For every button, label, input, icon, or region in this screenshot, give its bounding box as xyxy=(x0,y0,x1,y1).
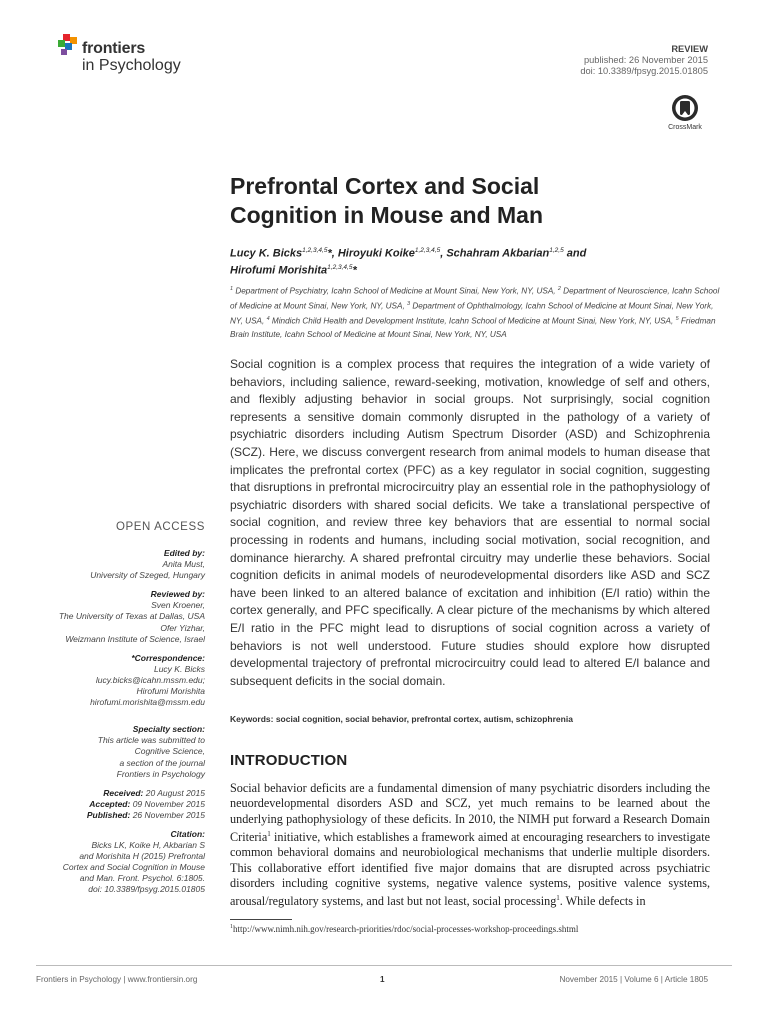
citation-doi[interactable]: doi: 10.3389/fpsyg.2015.01805 xyxy=(88,884,205,895)
accepted-value: 09 November 2015 xyxy=(130,798,205,809)
author-mark: * xyxy=(352,264,357,277)
reviewed-by-block xyxy=(45,589,205,644)
title-line-1: Prefrontal Cortex and Social xyxy=(230,173,540,199)
section-heading-introduction: INTRODUCTION xyxy=(230,752,348,769)
author-name[interactable]: Hiroyuki Koike xyxy=(337,247,415,260)
author-affil-sup: 1,2,3,4,5 xyxy=(302,247,328,254)
footnote-url[interactable]: http://www.nimh.nih.gov/research-priorities/rdoc/social-processes-workshop-proceedings.shtml xyxy=(233,924,579,934)
accepted-label: Accepted: xyxy=(89,798,131,809)
author-affil-sup: 1,2,5 xyxy=(549,247,564,254)
specialty-line: a section of the journal xyxy=(119,757,205,768)
crossmark-label: CrossMark xyxy=(668,124,702,131)
article-type: REVIEW xyxy=(671,44,708,54)
affil-text: Friedman Brain Institute, Icahn School of Medicine at Mount Sinai, New York, NY, USA xyxy=(230,316,716,339)
reviewer-name: Sven Kroener, xyxy=(151,600,205,611)
affiliations xyxy=(230,283,720,341)
affil-text: Department of Psychiatry, Icahn School of Medicine at Mount Sinai, New York, NY, USA, xyxy=(233,286,558,296)
dates-block xyxy=(45,788,205,821)
reviewer-name: Ofer Yizhar, xyxy=(160,622,205,633)
footnote-number: 1 xyxy=(230,924,233,930)
affil-sup: 3 xyxy=(407,300,411,307)
affil-sup: 4 xyxy=(266,315,270,322)
affil-text: Department of Neuroscience, Icahn School of Medicine at Mount Sinai, New York, NY, USA, xyxy=(230,286,720,311)
corr-email[interactable]: lucy.bicks@icahn.mssm.edu; xyxy=(95,674,205,685)
footnote xyxy=(230,924,578,934)
affil-sup: 2 xyxy=(557,286,561,292)
footer-journal[interactable]: Frontiers in Psychology | www.frontiersin.org xyxy=(36,975,198,984)
citation-label: Citation: xyxy=(170,828,205,839)
specialty-line: Cognitive Science, xyxy=(134,746,205,757)
footnote-divider xyxy=(230,919,292,920)
author-sep: and xyxy=(563,247,587,260)
received-value: 20 August 2015 xyxy=(143,787,205,798)
specialty-block xyxy=(45,724,205,779)
received-label: Received: xyxy=(103,787,144,798)
author-name[interactable]: Schahram Akbarian xyxy=(446,247,550,260)
open-access-label: OPEN ACCESS xyxy=(115,521,205,533)
reviewer-affil: The University of Texas at Dallas, USA xyxy=(58,611,205,622)
author-list xyxy=(230,244,710,277)
received-date xyxy=(45,788,205,799)
abstract: Social cognition is a complex process that requires the integration of a wide variety of behaviors, including salience, reward-seeking, motivation, knowledge of self and others, and flexibly adjusting behavior in social groups. Not surprisingly, social cognition represents a sensitive domain commonly disrupted in the pathology of a variety of psychiatric disorders including Autism Spectrum Disorder (ASD) and Schizophrenia (SCZ). Here, we discuss convergent research from animal models to human disease that implicates the prefrontal cortex (PFC) as a key regulator in social cognition, suggesting that disruptions in prefrontal microcircuitry play an essential role in the pathophysiology of psychiatric disorders with shared social deficits. We take a translational perspective of social cognition, and review three key behaviors that are essential to normal social processing in rodents and humans, including social motivation, social recognition, and dominance hierarchy. A shared prefrontal circuitry may underlie these behaviors. Social cognition deficits in animal models of neurodevelopmental disorders like ASD and SCZ have been linked to an altered balance of excitation and inhibition (E/I ratio) within the cortex generally, and PFC specifically. A clear picture of the mechanisms by which altered E/I ratio in the PFC might lead to disruptions of social cognition across a variety of behaviors is not well understood. Future studies should explore how disrupted developmental trajectory of prefrontal microcircuitry could lead to altered E/I balance and subsequent deficits in the social domain. xyxy=(230,357,710,688)
published-label: Published: xyxy=(86,809,131,820)
affil-text: Department of Ophthalmology, Icahn School of Medicine at Mount Sinai, New York, NY, USA, xyxy=(230,301,714,326)
crossmark-badge[interactable] xyxy=(662,94,708,131)
published-value: 26 November 2015 xyxy=(130,809,205,820)
correspondence-label: *Correspondence: xyxy=(131,652,205,663)
reviewed-by-label: Reviewed by: xyxy=(150,589,205,600)
affil-text: Mindich Child Health and Development Institute, Icahn School of Medicine at Mount Sinai, New York, NY, USA, xyxy=(269,316,676,326)
citation-line: and Morishita H (2015) Prefrontal xyxy=(79,851,205,862)
affil-sup: 1 xyxy=(230,286,234,292)
footnote-ref[interactable]: 1 xyxy=(267,829,271,838)
citation-line: Bicks LK, Koike H, Akbarian S xyxy=(91,840,205,851)
frontiers-logo-icon xyxy=(58,34,80,58)
crossmark-icon xyxy=(671,94,699,122)
author-affil-sup: 1,2,3,4,5 xyxy=(327,263,353,271)
edited-by-block xyxy=(45,548,205,581)
journal-name-frontiers: frontiers xyxy=(82,40,146,57)
intro-text: . While defects in xyxy=(559,894,646,909)
editor-name: Anita Must, xyxy=(162,559,205,570)
specialty-label: Specialty section: xyxy=(132,724,205,735)
specialty-line: This article was submitted to xyxy=(97,735,205,746)
article-meta xyxy=(580,44,708,77)
page-number: 1 xyxy=(380,975,385,984)
intro-text: initiative, which establishes a framework aimed at encouraging researchers to investigate common behavioral domains and neurobiological mechanisms that underlie multiple disorders. This collaborative effort identified five major domains that are disrupted across psychiatric disorders including cognitive systems, negative valence systems, positive valence systems, arousal/regulatory systems, and last but not least, social processing xyxy=(230,829,710,909)
edited-by-label: Edited by: xyxy=(163,548,205,558)
reviewer-affil: Weizmann Institute of Science, Israel xyxy=(65,633,205,644)
published-date: published: 26 November 2015 xyxy=(583,55,708,65)
article-doi[interactable]: doi: 10.3389/fpsyg.2015.01805 xyxy=(580,66,708,76)
correspondence-block xyxy=(45,653,205,708)
corr-email[interactable]: hirofumi.morishita@mssm.edu xyxy=(90,697,205,708)
author-sep: , xyxy=(440,247,447,260)
citation-line: Cortex and Social Cognition in Mouse xyxy=(62,862,205,873)
footer-issue: November 2015 | Volume 6 | Article 1805 xyxy=(559,975,708,984)
specialty-line: Frontiers in Psychology xyxy=(116,768,205,779)
keywords: Keywords: social cognition, social behavior, prefrontal cortex, autism, schizophrenia xyxy=(230,714,573,724)
author-name[interactable]: Hirofumi Morishita xyxy=(230,264,328,277)
citation-block xyxy=(45,829,205,896)
journal-logo[interactable] xyxy=(58,34,208,84)
author-mark: * xyxy=(327,247,332,260)
affil-sup: 5 xyxy=(675,315,679,322)
author-affil-sup: 1,2,3,4,5 xyxy=(414,247,441,254)
author-name[interactable]: Lucy K. Bicks xyxy=(230,247,303,260)
citation-line: and Man. Front. Psychol. 6:1805. xyxy=(79,873,205,884)
published-date-sidebar xyxy=(45,810,205,821)
author-sep: , xyxy=(331,247,338,260)
editor-affil: University of Szeged, Hungary xyxy=(90,570,205,581)
introduction-paragraph xyxy=(230,781,710,910)
footnote-ref[interactable]: 1 xyxy=(556,894,560,903)
title-line-2: Cognition in Mouse and Man xyxy=(230,202,544,228)
footer-divider xyxy=(36,965,732,966)
journal-name-section: in Psychology xyxy=(82,57,181,74)
corr-name: Hirofumi Morishita xyxy=(136,686,205,697)
article-info-sidebar xyxy=(45,548,205,904)
article-title xyxy=(230,172,650,230)
intro-text: Social behavior deficits are a fundamental dimension of many psychiatric disorders including the neuordevelopmental disorders ASD and SCZ, yet much remains to be learned about the underlying pathophysiology of these deficits. In 2010, the NIMH put forward a Research Domain Criteria xyxy=(230,781,710,844)
accepted-date xyxy=(45,799,205,810)
corr-name: Lucy K. Bicks xyxy=(153,663,205,674)
